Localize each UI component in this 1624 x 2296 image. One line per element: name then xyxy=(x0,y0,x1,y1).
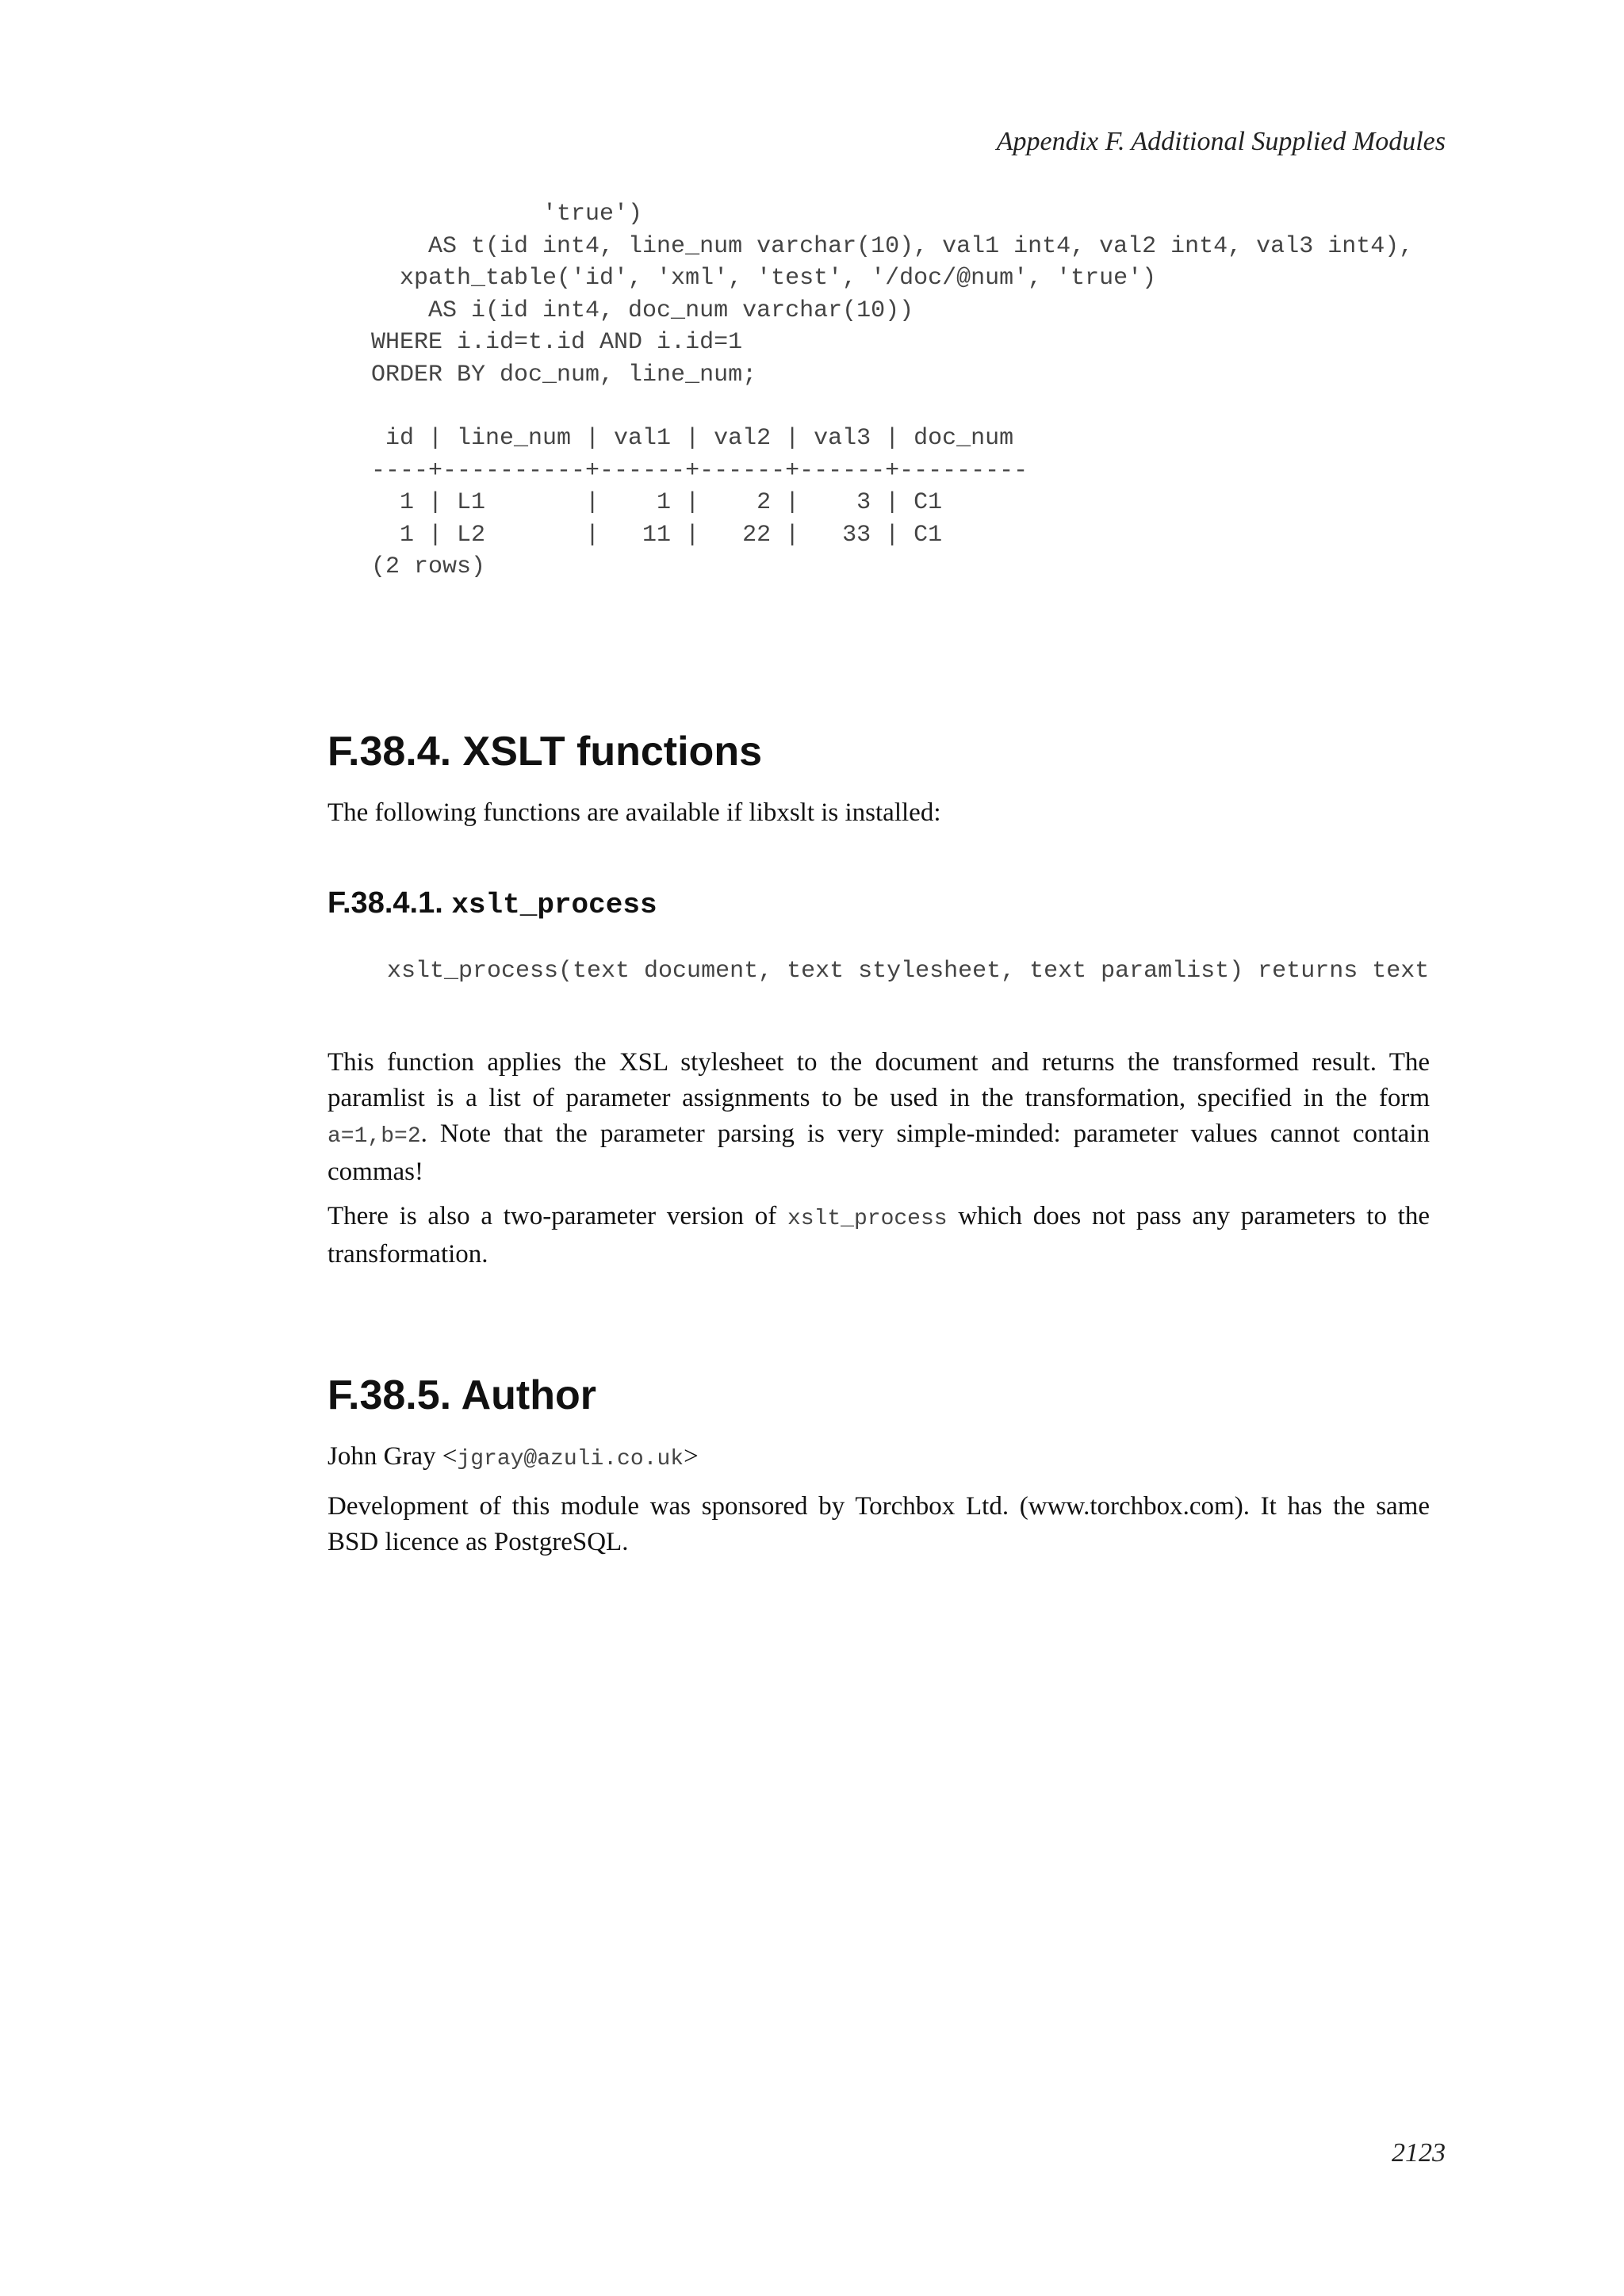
author-email-link[interactable]: jgray@azuli.co.uk xyxy=(457,1447,684,1471)
section-heading-author: F.38.5. Author xyxy=(327,1372,597,1418)
page-number: 2123 xyxy=(1392,2138,1446,2168)
function-description-text-a: This function applies the XSL stylesheet to the document and returns the transformed result. The paramlist is a list of parameter assignments to be used in the transformation, specified in the form xyxy=(327,1048,1430,1112)
subsection-heading-xslt-process xyxy=(327,886,657,921)
function-description-paragraph xyxy=(327,1045,1430,1190)
author-name-paragraph xyxy=(327,1439,1430,1477)
two-parameter-text-b: which does not pass any parameters to the transformation. xyxy=(327,1202,1430,1269)
query-result-code-block: id | line_num | val1 | val2 | val3 | doc_num ----+----------+------+------+------+--------- 1 | L1 | 1 | 2 | 3 | C1 1 | L2 | 11 | 22 | 33 | C1 (2 rows) xyxy=(371,425,1028,580)
two-parameter-text-a: There is also a two-parameter version of xyxy=(327,1202,787,1230)
section-heading-xslt-functions: F.38.4. XSLT functions xyxy=(327,729,763,775)
function-description-text-b: . Note that the parameter parsing is very simple-minded: parameter values cannot contain commas! xyxy=(327,1119,1430,1186)
xslt-intro-paragraph: The following functions are available if libxslt is installed: xyxy=(327,798,941,827)
running-header: Appendix F. Additional Supplied Modules xyxy=(996,127,1446,156)
author-name-close: > xyxy=(684,1442,699,1471)
paramlist-example-code: a=1,b=2 xyxy=(327,1124,421,1149)
two-parameter-paragraph xyxy=(327,1199,1430,1272)
sql-query-code-block: 'true') AS t(id int4, line_num varchar(10), val1 int4, val2 int4, val3 int4), xpath_table('id', 'xml', 'test', '/doc/@num', 'true') AS i(id int4, doc_num varchar(10)) WHERE i.id=t.id AND i.id=1 ORDER BY doc_num, line_num; xyxy=(371,201,1414,388)
sponsor-paragraph: Development of this module was sponsored by Torchbox Ltd. (www.torchbox.com). It has the same BSD licence as PostgreSQL. xyxy=(327,1492,1430,1556)
subsection-function-name: xslt_process xyxy=(451,889,657,921)
author-name: John Gray < xyxy=(327,1442,458,1471)
xslt-process-inline-code: xslt_process xyxy=(787,1207,948,1231)
function-signature-code-block: xslt_process(text document, text stylesheet, text paramlist) returns text xyxy=(387,958,1430,985)
subsection-number: F.38.4.1. xyxy=(327,886,443,920)
